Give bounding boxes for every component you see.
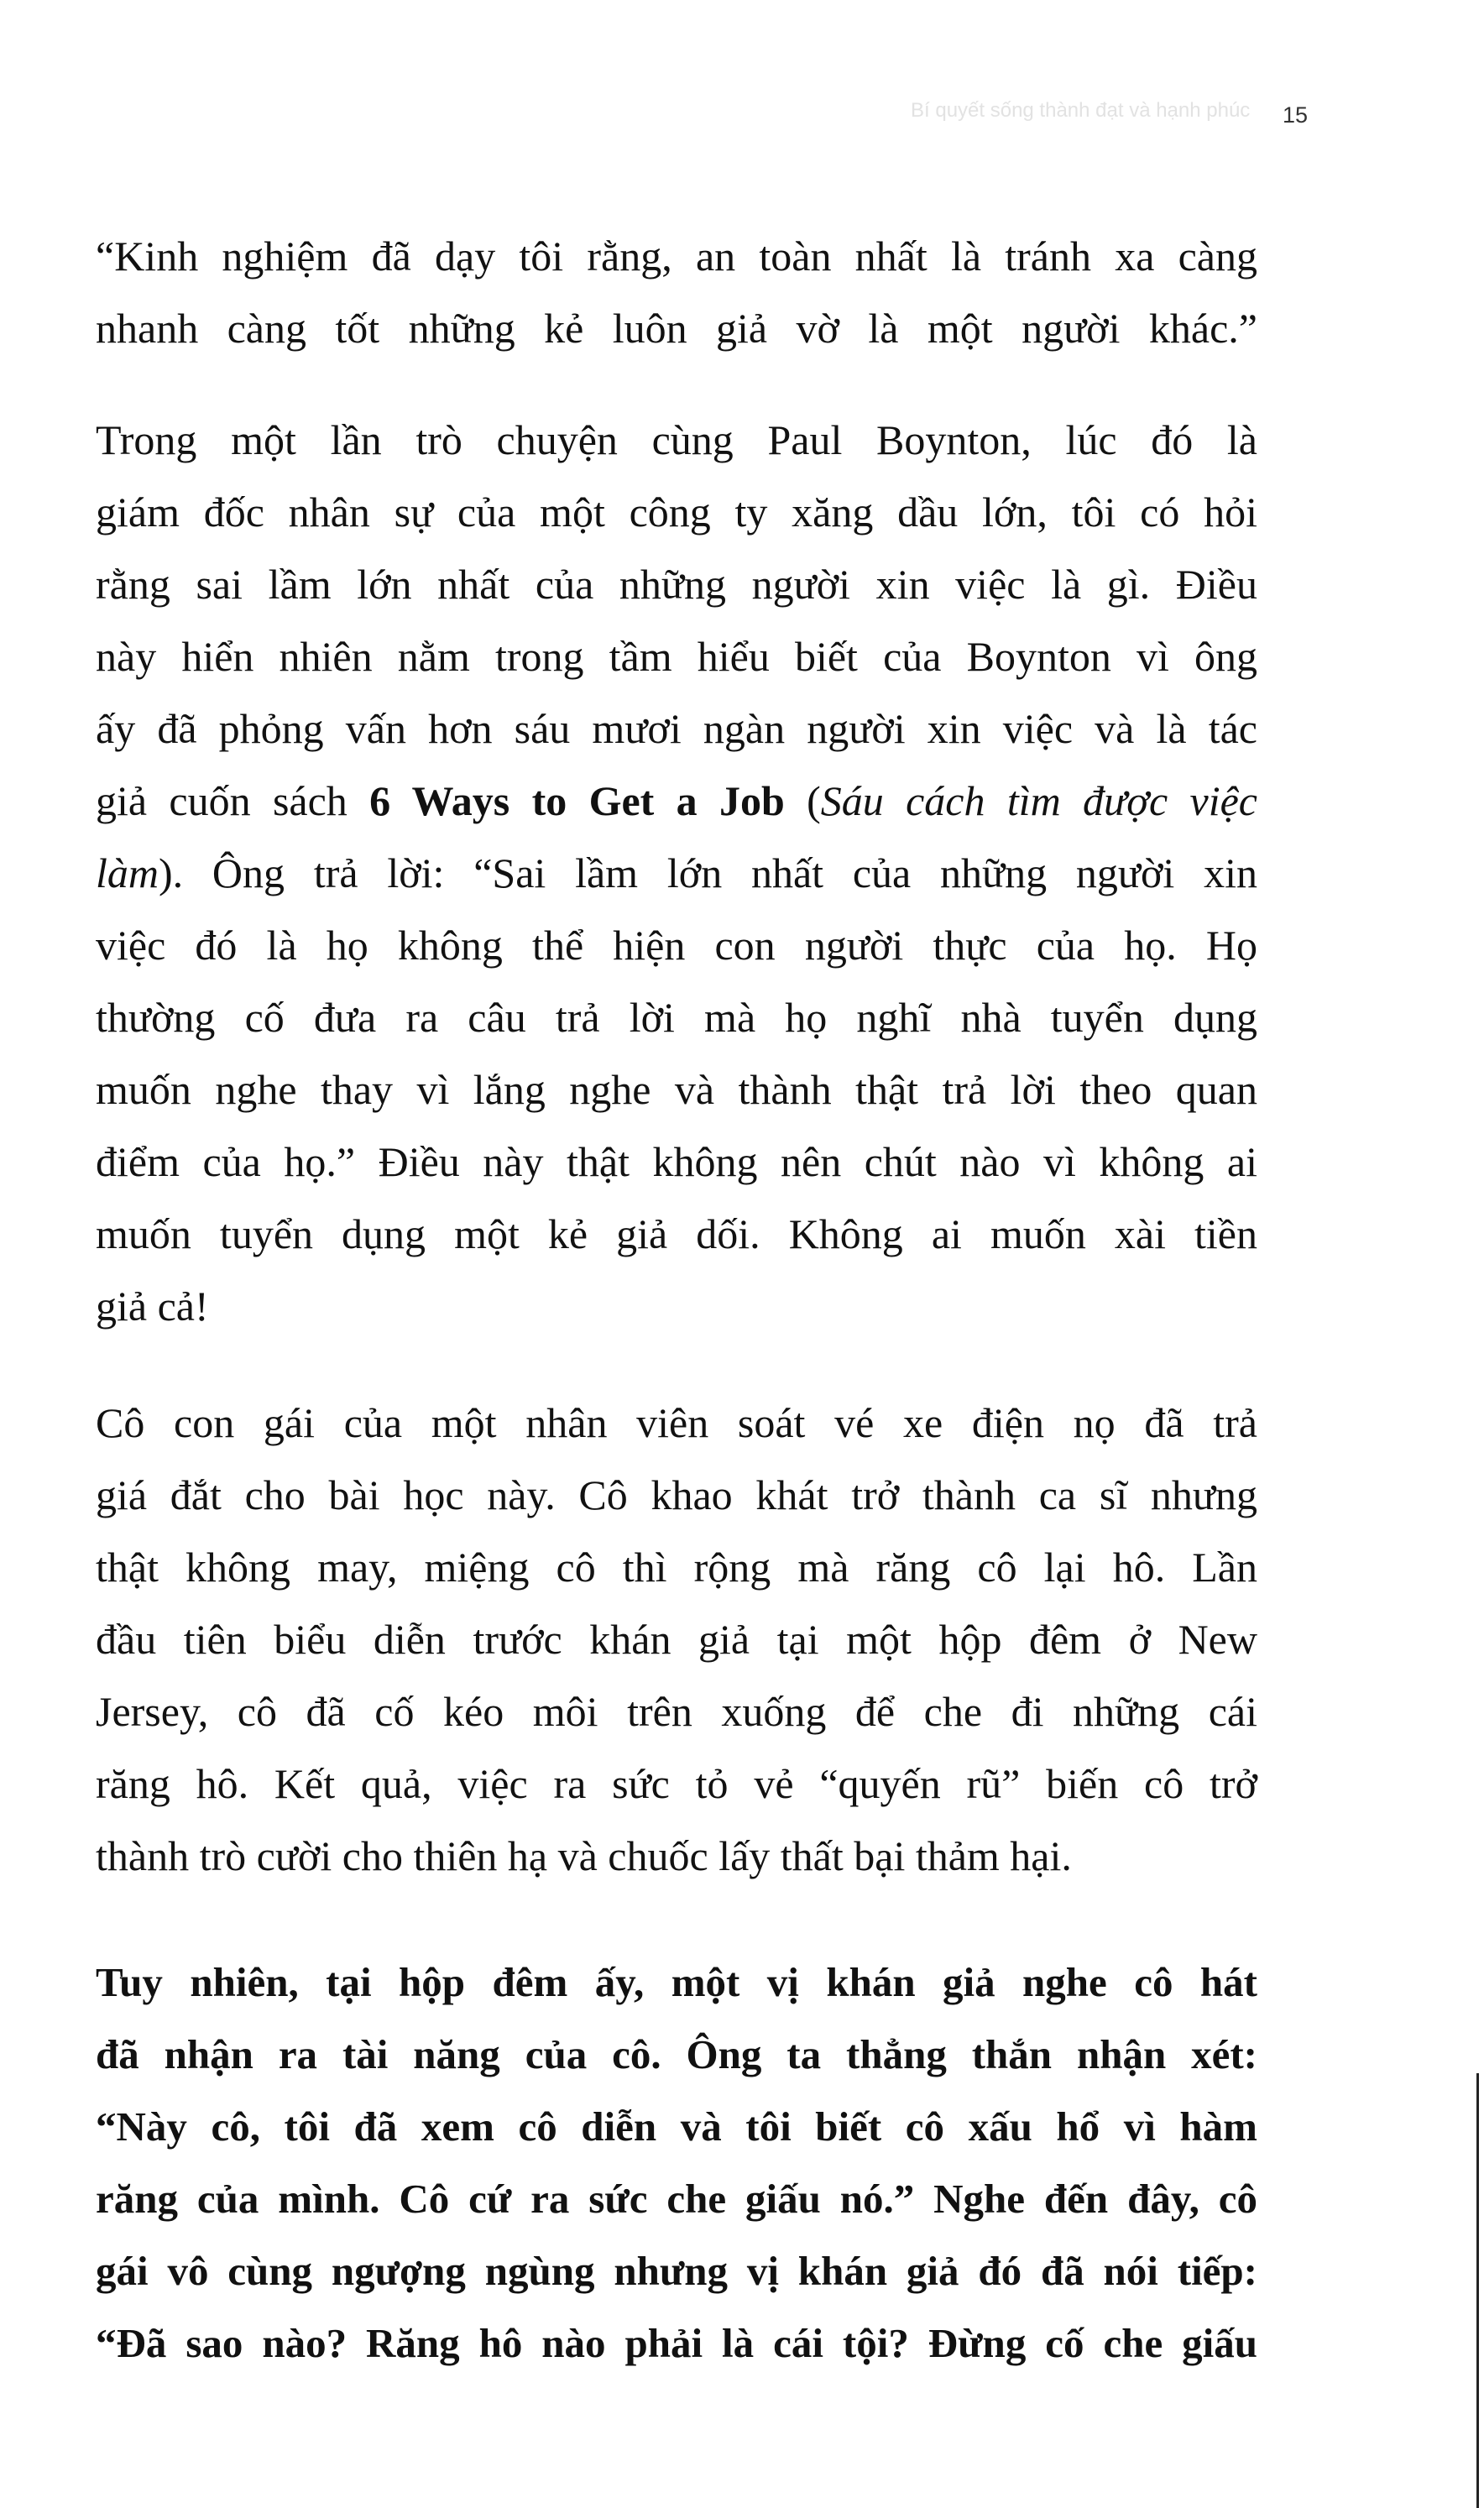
italic-text: Sáu cách tìm được việc — [820, 777, 1257, 824]
text-line — [96, 765, 1257, 837]
italic-text: làm — [96, 849, 159, 896]
text-line: giả cả! — [96, 1283, 209, 1330]
text-segment: ). Ông trả lời: “Sai lầm lớn nhất của những người xin — [159, 849, 1257, 896]
text-line: nhanh càng tốt những kẻ luôn giả vờ là một người khác.” — [96, 305, 1257, 352]
text-line: Jersey, cô đã cố kéo môi trên xuống để che đi những cái — [96, 1688, 1257, 1735]
text-line: Tuy nhiên, tại hộp đêm ấy, một vị khán giả nghe cô hát — [96, 1959, 1257, 2005]
text-line: thường cố đưa ra câu trả lời mà họ nghĩ nhà tuyển dụng — [96, 994, 1257, 1041]
running-title: Bí quyết sống thành đạt và hạnh phúc — [911, 99, 1251, 122]
text-line: muốn nghe thay vì lắng nghe và thành thật trả lời theo quan — [96, 1066, 1257, 1113]
text-line: muốn tuyển dụng một kẻ giả dối. Không ai muốn xài tiền — [96, 1210, 1257, 1257]
text-line: đầu tiên biểu diễn trước khán giả tại một hộp đêm ở New — [96, 1616, 1257, 1663]
text-line — [96, 837, 1257, 909]
text-line: răng hô. Kết quả, việc ra sức tỏ vẻ “quyến rũ” biến cô trở — [96, 1760, 1257, 1807]
text-line: “Kinh nghiệm đã dạy tôi rằng, an toàn nhất là tránh xa càng — [96, 233, 1257, 280]
book-title-text: 6 Ways to Get a Job — [369, 777, 785, 824]
page-number: 15 — [1283, 102, 1309, 128]
text-line: thật không may, miệng cô thì rộng mà răng cô lại hô. Lần — [96, 1544, 1257, 1591]
paragraph-audience — [96, 1946, 1257, 2380]
text-line: Cô con gái của một nhân viên soát vé xe điện nọ đã trả — [96, 1399, 1257, 1446]
text-line: rằng sai lầm lớn nhất của những người xin việc là gì. Điều — [96, 561, 1257, 608]
text-line: gái vô cùng ngượng ngùng nhưng vị khán giả đó đã nói tiếp: — [96, 2248, 1257, 2294]
text-line: răng của mình. Cô cứ ra sức che giấu nó.” Nghe đến đây, cô — [96, 2176, 1257, 2222]
paragraph-singer — [96, 1387, 1257, 1892]
text-line: điểm của họ.” Điều này thật không nên chút nào vì không ai — [96, 1138, 1257, 1185]
paragraph-boynton — [96, 404, 1257, 1342]
text-line: giám đốc nhân sự của một công ty xăng dầu lớn, tôi có hỏi — [96, 489, 1257, 536]
text-line: Trong một lần trò chuyện cùng Paul Boynton, lúc đó là — [96, 416, 1257, 463]
text-line: ấy đã phỏng vấn hơn sáu mươi ngàn người xin việc và là tác — [96, 705, 1257, 752]
text-line: đã nhận ra tài năng của cô. Ông ta thẳng thắn nhận xét: — [96, 2031, 1257, 2077]
text-line: việc đó là họ không thể hiện con người thực của họ. Họ — [96, 922, 1257, 969]
paragraph-quote — [96, 220, 1257, 364]
text-line: “Này cô, tôi đã xem cô diễn và tôi biết cô xấu hổ vì hàm — [96, 2103, 1257, 2150]
text-line: này hiển nhiên nằm trong tầm hiểu biết của Boynton vì ông — [96, 633, 1257, 680]
text-segment: giả cuốn sách — [96, 777, 370, 824]
text-line: “Đã sao nào? Răng hô nào phải là cái tội? Đừng cố che giấu — [96, 2320, 1257, 2366]
text-line: giá đắt cho bài học này. Cô khao khát trở thành ca sĩ nhưng — [96, 1471, 1257, 1518]
text-segment: ( — [784, 777, 821, 824]
scan-page-edge — [1476, 2073, 1479, 2508]
text-line: thành trò cười cho thiên hạ và chuốc lấy thất bại thảm hại. — [96, 1832, 1072, 1879]
